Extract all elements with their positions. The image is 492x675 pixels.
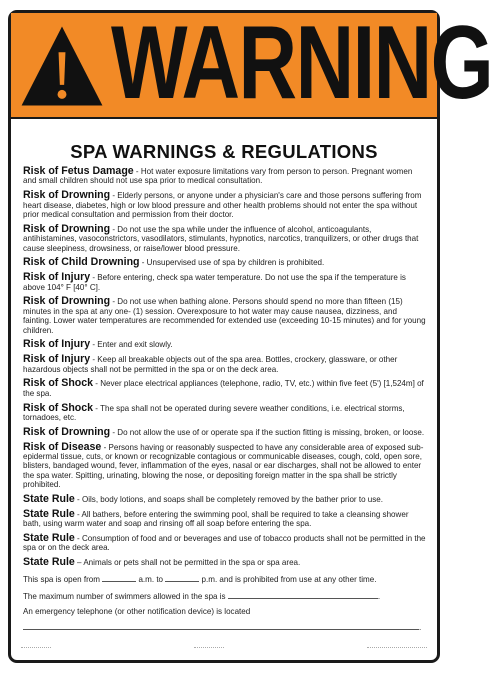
rule-heading: Risk of Drowning xyxy=(23,222,111,235)
rule-text: - Hot water exposure limitations vary from person to person. Pregnant women and small children should not use spa prior to medical consultation. xyxy=(23,167,413,186)
fine-print-footer xyxy=(21,642,427,652)
rule-heading: Risk of Drowning xyxy=(23,189,111,202)
rule-heading: Risk of Fetus Damage xyxy=(23,165,134,177)
rule-heading: State Rule xyxy=(23,507,75,520)
open-time-blank xyxy=(102,573,136,582)
rule-text: - Enter and exit slowly. xyxy=(90,340,173,350)
open-hours-prefix: This spa is open from xyxy=(23,575,100,585)
rule-paragraph xyxy=(23,379,427,398)
open-hours-am: a.m. to xyxy=(138,575,164,585)
rule-paragraph xyxy=(23,401,427,423)
rule-text: - Keep all breakable objects out of the spa area. Bottles, crockery, glassware, or other hazardous objects shall not be permitted in the spa or on the deck area. xyxy=(23,355,398,374)
rule-paragraph xyxy=(23,440,427,490)
rule-heading: Risk of Drowning xyxy=(23,425,111,438)
warning-header-band xyxy=(11,5,492,121)
rule-heading: Risk of Disease xyxy=(23,440,102,453)
rule-heading: Risk of Drowning xyxy=(23,295,111,308)
footer-fine-print-left xyxy=(21,646,51,648)
max-swimmers-text: The maximum number of swimmers allowed in the spa is xyxy=(23,591,226,601)
rule-heading: State Rule xyxy=(23,493,75,506)
rule-paragraph xyxy=(23,273,427,292)
warning-sign xyxy=(8,5,492,663)
rule-heading: Risk of Shock xyxy=(23,401,94,414)
open-hours-line xyxy=(23,573,427,584)
rule-paragraph xyxy=(23,507,427,529)
rule-text: - Elderly persons, or anyone under a physician's care and those persons suffering from heart disease, diabetes, high or low blood pressure and other health problems should not enter the spa without prior medical consultation and permission from their doctor. xyxy=(23,191,422,220)
rule-heading: Risk of Shock xyxy=(23,377,94,390)
rule-heading: Risk of Child Drowning xyxy=(23,256,140,269)
rule-text: - Never place electrical appliances (telephone, radio, TV, etc.) within five feet (5') [1,524m] of the spa. xyxy=(23,379,424,398)
rule-text: - Oils, body lotions, and soaps shall be completely removed by the bather prior to use. xyxy=(74,495,383,505)
rule-text: - All bathers, before entering the swimming pool, shall be required to take a cleansing shower bath, using warm water and soap and rinsing off all soap before entering the spa. xyxy=(23,509,409,529)
rule-text: - Do not allow the use of or operate spa if the suction fitting is missing, broken, or loose. xyxy=(110,427,425,437)
rule-paragraph xyxy=(23,167,427,186)
rule-heading: State Rule xyxy=(23,556,75,569)
sign-title: SPA WARNINGS & REGULATIONS xyxy=(70,141,378,162)
rule-heading: Risk of Injury xyxy=(23,271,91,284)
rule-heading: State Rule xyxy=(23,532,75,545)
rule-paragraph xyxy=(23,534,427,553)
emergency-phone-line xyxy=(23,607,427,616)
rule-paragraph xyxy=(23,495,427,504)
footer-fine-print-right xyxy=(367,646,427,648)
rule-text: - Persons having or reasonably suspected to have any considerable area of exposed sub-epidermal tissue, cuts, or known or recognizable contagious or communicable diseases, cough, cold, open sore, blisters, bandaged wound, fever, inflammation of the eyes, nasal or ear discharges, shall not be allowed to enter the spa water. Spitting, urinating, blowing the nose, or depositing foreign matter in the spa shall be strictly prohibited. xyxy=(23,442,424,490)
max-swimmers-line: The maximum number of swimmers allowed in the spa is . xyxy=(23,591,381,601)
rule-paragraph xyxy=(23,425,427,438)
warning-word: WARNING xyxy=(111,5,492,121)
rule-text: - Unsupervised use of spa by children is prohibited. xyxy=(139,258,325,268)
open-hours-pm: p.m. and is prohibited from use at any other time. xyxy=(201,575,377,585)
rule-paragraph xyxy=(23,258,427,267)
rule-heading: Risk of Injury xyxy=(23,338,91,351)
rule-paragraph xyxy=(23,558,427,567)
rule-heading: Risk of Injury xyxy=(23,353,91,366)
max-swimmers-blank xyxy=(228,590,378,599)
rules-body xyxy=(23,167,427,638)
rule-paragraph xyxy=(23,297,427,335)
rule-text: - Consumption of food and or beverages and use of tobacco products shall not be permitted in the spa or on the deck area. xyxy=(23,534,426,553)
rule-text: - Do not use when bathing alone. Persons should spend no more than fifteen (15) minutes in the spa at any one- (1) session. Overexposure to hot water may cause nausea, dizziness, and fainting. Lower water temperatures are recommended for extended use (exceeding 10-15 minutes) and for young children. xyxy=(23,297,426,335)
footer-fine-print-center xyxy=(194,646,224,648)
rule-paragraph xyxy=(23,340,427,349)
rule-text: - Before entering, check spa water temperature. Do not use the spa if the temperature is above 104° F [40° C]. xyxy=(23,273,406,292)
emergency-location-blank xyxy=(23,621,419,630)
rule-text: - The spa shall not be operated during severe weather conditions, i.e. electrical storms, tornadoes, etc. xyxy=(23,403,405,423)
rule-paragraph xyxy=(23,191,427,219)
emergency-phone-text: An emergency telephone (or other notification device) is located xyxy=(23,606,251,616)
emergency-blank-line: . xyxy=(23,621,427,632)
close-time-blank xyxy=(165,573,199,582)
rule-text: - Do not use the spa while under the influence of alcohol, anticoagulants, antihistamines, vasoconstrictors, vasodilators, stimulants, hypnotics, narcotics, tranquilizers, or other drugs that cause sleepiness, drowsiness, or raise/lower blood pressure. xyxy=(23,224,419,253)
rule-paragraph xyxy=(23,222,427,253)
exclamation-triangle-icon xyxy=(19,23,105,109)
rule-paragraph xyxy=(23,355,427,374)
rule-text: – Animals or pets shall not be permitted in the spa or spa area. xyxy=(74,558,301,568)
